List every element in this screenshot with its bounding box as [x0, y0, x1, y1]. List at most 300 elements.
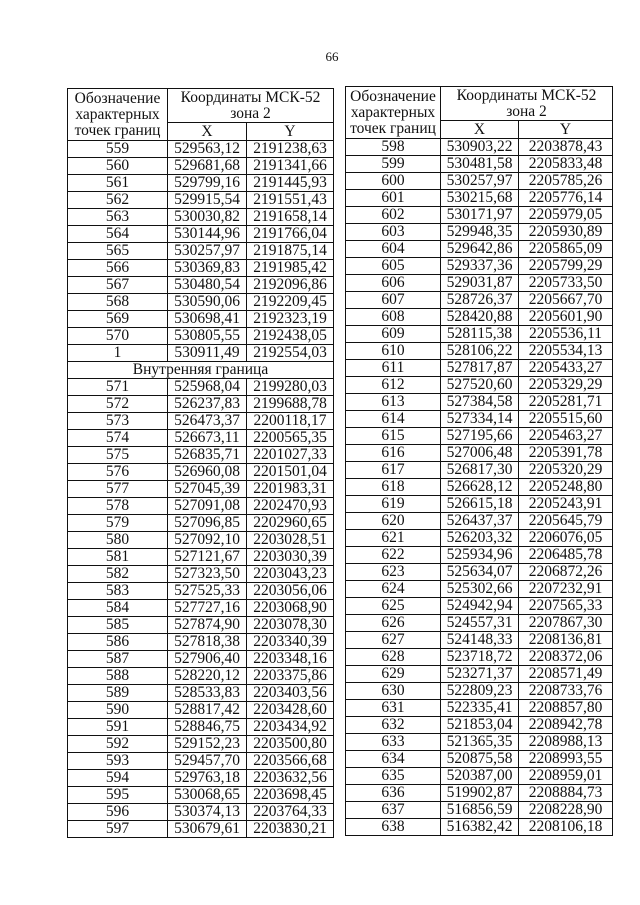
x-coordinate-cell: 529681,68: [168, 158, 247, 175]
table-row: [346, 411, 613, 428]
y-coordinate-cell: 2205865,09: [519, 241, 613, 258]
x-coordinate-cell: 526817,30: [441, 462, 519, 479]
table-row: [68, 821, 334, 838]
x-coordinate-cell: 526437,37: [441, 513, 519, 530]
x-coordinate-cell: 527323,50: [168, 566, 247, 583]
x-coordinate-cell: 525934,96: [441, 547, 519, 564]
point-cell: 559: [68, 141, 168, 158]
table-row: [346, 394, 613, 411]
table-row: [68, 243, 334, 260]
x-coordinate-cell: 529799,16: [168, 175, 247, 192]
y-coordinate-cell: 2205776,14: [519, 190, 613, 207]
x-coordinate-cell: 528106,22: [441, 343, 519, 360]
table-row: [68, 719, 334, 736]
point-cell: 570: [68, 328, 168, 345]
point-cell: 605: [346, 258, 441, 275]
point-cell: 613: [346, 394, 441, 411]
y-coordinate-cell: 2203500,80: [247, 736, 334, 753]
y-coordinate-cell: 2201983,31: [247, 481, 334, 498]
y-coordinate-cell: 2192209,45: [247, 294, 334, 311]
table-row: [346, 309, 613, 326]
y-coordinate-cell: 2202470,93: [247, 498, 334, 515]
header-line: зона 2: [506, 102, 547, 120]
table-row: [68, 226, 334, 243]
table-row: [346, 785, 613, 802]
point-cell: 574: [68, 430, 168, 447]
y-coordinate-cell: 2205515,60: [519, 411, 613, 428]
point-cell: 624: [346, 581, 441, 598]
table-row: [346, 156, 613, 173]
y-coordinate-cell: 2208988,13: [519, 734, 613, 751]
table-row: [346, 802, 613, 819]
point-cell: 584: [68, 600, 168, 617]
point-cell: 594: [68, 770, 168, 787]
table-row: [346, 360, 613, 377]
y-coordinate-cell: 2205979,05: [519, 207, 613, 224]
y-header: Y: [519, 121, 613, 139]
table-row: [68, 651, 334, 668]
table-row: [68, 804, 334, 821]
y-coordinate-cell: 2201027,33: [247, 447, 334, 464]
x-coordinate-cell: 530171,97: [441, 207, 519, 224]
point-cell: 572: [68, 396, 168, 413]
point-cell: 588: [68, 668, 168, 685]
y-coordinate-cell: 2206076,05: [519, 530, 613, 547]
y-coordinate-cell: 2192323,19: [247, 311, 334, 328]
y-coordinate-cell: 2208136,81: [519, 632, 613, 649]
point-cell: 560: [68, 158, 168, 175]
point-cell: 563: [68, 209, 168, 226]
table-row: [68, 617, 334, 634]
y-coordinate-cell: 2203428,60: [247, 702, 334, 719]
table-row: [346, 751, 613, 768]
point-cell: 582: [68, 566, 168, 583]
x-coordinate-cell: 522809,23: [441, 683, 519, 700]
point-cell: 571: [68, 379, 168, 396]
y-coordinate-cell: 2203375,86: [247, 668, 334, 685]
point-cell: 627: [346, 632, 441, 649]
point-cell: 568: [68, 294, 168, 311]
inner-boundary-label: Внутренняя граница: [68, 362, 334, 379]
point-cell: 599: [346, 156, 441, 173]
x-coordinate-cell: 524557,31: [441, 615, 519, 632]
table-row: [346, 581, 613, 598]
table-row: [68, 583, 334, 600]
x-coordinate-cell: 522335,41: [441, 700, 519, 717]
y-coordinate-cell: 2205536,11: [519, 326, 613, 343]
x-coordinate-cell: 521365,35: [441, 734, 519, 751]
table-row: [346, 479, 613, 496]
table-row: [346, 734, 613, 751]
point-cell: 630: [346, 683, 441, 700]
y-coordinate-cell: 2205391,78: [519, 445, 613, 462]
header-row: [68, 89, 334, 123]
x-coordinate-cell: 527520,60: [441, 377, 519, 394]
point-cell: 567: [68, 277, 168, 294]
coordinates-header: [168, 89, 334, 123]
x-coordinate-cell: 527045,39: [168, 481, 247, 498]
header-line: характерных: [350, 103, 436, 121]
y-coordinate-cell: 2205667,70: [519, 292, 613, 309]
x-coordinate-cell: 529457,70: [168, 753, 247, 770]
point-cell: 600: [346, 173, 441, 190]
point-cell: 579: [68, 515, 168, 532]
point-cell: 581: [68, 549, 168, 566]
point-cell: 597: [68, 821, 168, 838]
table-row: [346, 173, 613, 190]
x-coordinate-cell: 519902,87: [441, 785, 519, 802]
y-coordinate-cell: 2203043,23: [247, 566, 334, 583]
header-line: Обозначение: [350, 87, 436, 105]
table-row: [346, 207, 613, 224]
point-cell: 603: [346, 224, 441, 241]
y-coordinate-cell: 2191341,66: [247, 158, 334, 175]
y-coordinate-cell: 2203028,51: [247, 532, 334, 549]
table-row: [68, 447, 334, 464]
point-cell: 638: [346, 819, 441, 836]
table-row: [68, 345, 334, 362]
table-row: [68, 481, 334, 498]
table-row: [346, 717, 613, 734]
y-coordinate-cell: 2205243,91: [519, 496, 613, 513]
x-coordinate-cell: 527091,08: [168, 498, 247, 515]
point-cell: 629: [346, 666, 441, 683]
x-coordinate-cell: 520387,00: [441, 768, 519, 785]
table-row: [346, 564, 613, 581]
point-cell: 577: [68, 481, 168, 498]
table-row: [346, 513, 613, 530]
point-cell: 609: [346, 326, 441, 343]
point-cell: 617: [346, 462, 441, 479]
y-coordinate-cell: 2208857,80: [519, 700, 613, 717]
y-coordinate-cell: 2207867,30: [519, 615, 613, 632]
point-cell: 636: [346, 785, 441, 802]
table-row: [346, 326, 613, 343]
x-coordinate-cell: 526615,18: [441, 496, 519, 513]
x-coordinate-cell: 521853,04: [441, 717, 519, 734]
table-row: [346, 377, 613, 394]
point-cell: 620: [346, 513, 441, 530]
x-coordinate-cell: 530679,61: [168, 821, 247, 838]
y-coordinate-cell: 2205930,89: [519, 224, 613, 241]
table-row: [346, 496, 613, 513]
header-line: точек границ: [74, 121, 161, 139]
y-coordinate-cell: 2205785,26: [519, 173, 613, 190]
x-coordinate-cell: 528846,75: [168, 719, 247, 736]
right-rows: [346, 139, 613, 836]
table-row: [346, 241, 613, 258]
y-coordinate-cell: 2207232,91: [519, 581, 613, 598]
table-row: [68, 634, 334, 651]
y-coordinate-cell: 2191766,04: [247, 226, 334, 243]
point-cell: 618: [346, 479, 441, 496]
x-coordinate-cell: 530030,82: [168, 209, 247, 226]
y-coordinate-cell: 2199688,78: [247, 396, 334, 413]
table-row: [346, 190, 613, 207]
x-coordinate-cell: 530903,22: [441, 139, 519, 156]
x-coordinate-cell: 527384,58: [441, 394, 519, 411]
table-row: [68, 685, 334, 702]
inner-boundary-rows: [68, 379, 334, 838]
point-cell: 1: [68, 345, 168, 362]
table-row: [68, 158, 334, 175]
point-cell: 564: [68, 226, 168, 243]
x-coordinate-cell: 516856,59: [441, 802, 519, 819]
y-coordinate-cell: 2208228,90: [519, 802, 613, 819]
point-cell: 608: [346, 309, 441, 326]
y-coordinate-cell: 2205329,29: [519, 377, 613, 394]
x-coordinate-cell: 529152,23: [168, 736, 247, 753]
x-coordinate-cell: 530590,06: [168, 294, 247, 311]
point-cell: 610: [346, 343, 441, 360]
table-row: [346, 649, 613, 666]
y-coordinate-cell: 2203878,43: [519, 139, 613, 156]
x-coordinate-cell: 526237,83: [168, 396, 247, 413]
point-cell: 589: [68, 685, 168, 702]
table-row: [68, 736, 334, 753]
table-row: [346, 632, 613, 649]
x-coordinate-cell: 527195,66: [441, 428, 519, 445]
point-cell: 622: [346, 547, 441, 564]
point-cell: 635: [346, 768, 441, 785]
y-coordinate-cell: 2205601,90: [519, 309, 613, 326]
table-row: [346, 428, 613, 445]
point-cell: 593: [68, 753, 168, 770]
y-coordinate-cell: 2203348,16: [247, 651, 334, 668]
y-coordinate-cell: 2206485,78: [519, 547, 613, 564]
point-cell: 616: [346, 445, 441, 462]
point-cell: 586: [68, 634, 168, 651]
y-coordinate-cell: 2191985,42: [247, 260, 334, 277]
table-row: [68, 515, 334, 532]
x-coordinate-cell: 530144,96: [168, 226, 247, 243]
x-coordinate-cell: 529915,54: [168, 192, 247, 209]
y-coordinate-cell: 2203078,30: [247, 617, 334, 634]
x-header: X: [441, 121, 519, 139]
y-coordinate-cell: 2201501,04: [247, 464, 334, 481]
y-coordinate-cell: 2203830,21: [247, 821, 334, 838]
point-cell: 592: [68, 736, 168, 753]
y-coordinate-cell: 2203030,39: [247, 549, 334, 566]
y-coordinate-cell: 2203764,33: [247, 804, 334, 821]
coordinates-table-right: [345, 86, 613, 836]
point-cell: 598: [346, 139, 441, 156]
x-coordinate-cell: 527121,67: [168, 549, 247, 566]
point-cell: 632: [346, 717, 441, 734]
point-cell: 580: [68, 532, 168, 549]
y-coordinate-cell: 2199280,03: [247, 379, 334, 396]
point-cell: 575: [68, 447, 168, 464]
point-cell: 596: [68, 804, 168, 821]
page-number: 66: [325, 49, 339, 64]
point-cell: 611: [346, 360, 441, 377]
y-coordinate-cell: 2200118,17: [247, 413, 334, 430]
table-row: [346, 700, 613, 717]
x-coordinate-cell: 520875,58: [441, 751, 519, 768]
point-cell: 623: [346, 564, 441, 581]
left-rows: [68, 141, 334, 362]
point-designation-header: [346, 87, 441, 139]
table-row: [68, 566, 334, 583]
point-cell: 591: [68, 719, 168, 736]
table-row: [346, 530, 613, 547]
table-row: [68, 600, 334, 617]
point-cell: 625: [346, 598, 441, 615]
table-row: [68, 498, 334, 515]
table-row: [68, 549, 334, 566]
x-coordinate-cell: 528220,12: [168, 668, 247, 685]
point-cell: 612: [346, 377, 441, 394]
y-coordinate-cell: 2205833,48: [519, 156, 613, 173]
table-row: [346, 292, 613, 309]
y-coordinate-cell: 2203434,92: [247, 719, 334, 736]
x-coordinate-cell: 516382,42: [441, 819, 519, 836]
y-coordinate-cell: 2208571,49: [519, 666, 613, 683]
y-coordinate-cell: 2205799,29: [519, 258, 613, 275]
x-coordinate-cell: 530257,97: [168, 243, 247, 260]
x-coordinate-cell: 530480,54: [168, 277, 247, 294]
header-line: Координаты МСК-52: [180, 88, 321, 106]
x-coordinate-cell: 530374,13: [168, 804, 247, 821]
y-coordinate-cell: 2208942,78: [519, 717, 613, 734]
x-coordinate-cell: 524942,94: [441, 598, 519, 615]
x-coordinate-cell: 526835,71: [168, 447, 247, 464]
point-cell: 587: [68, 651, 168, 668]
point-cell: 583: [68, 583, 168, 600]
y-coordinate-cell: 2203566,68: [247, 753, 334, 770]
point-cell: 601: [346, 190, 441, 207]
x-coordinate-cell: 527906,40: [168, 651, 247, 668]
x-coordinate-cell: 525634,07: [441, 564, 519, 581]
table-row: [68, 396, 334, 413]
point-cell: 628: [346, 649, 441, 666]
y-coordinate-cell: 2191238,63: [247, 141, 334, 158]
table-row: [346, 615, 613, 632]
y-header: Y: [247, 123, 334, 141]
y-coordinate-cell: 2205733,50: [519, 275, 613, 292]
x-coordinate-cell: 526473,37: [168, 413, 247, 430]
table-row: [68, 413, 334, 430]
y-coordinate-cell: 2205320,29: [519, 462, 613, 479]
table-row: [346, 547, 613, 564]
y-coordinate-cell: 2191551,43: [247, 192, 334, 209]
x-coordinate-cell: 527727,16: [168, 600, 247, 617]
y-coordinate-cell: 2205281,71: [519, 394, 613, 411]
table-row: [68, 141, 334, 158]
x-coordinate-cell: 527096,85: [168, 515, 247, 532]
table-row: [346, 139, 613, 156]
table-row: [68, 770, 334, 787]
point-cell: 619: [346, 496, 441, 513]
table-row: [346, 768, 613, 785]
x-coordinate-cell: 527006,48: [441, 445, 519, 462]
y-coordinate-cell: 2200565,35: [247, 430, 334, 447]
point-designation-header: [68, 89, 168, 141]
x-coordinate-cell: 526673,11: [168, 430, 247, 447]
x-coordinate-cell: 530911,49: [168, 345, 247, 362]
y-coordinate-cell: 2203068,90: [247, 600, 334, 617]
y-coordinate-cell: 2208884,73: [519, 785, 613, 802]
x-coordinate-cell: 527874,90: [168, 617, 247, 634]
table-row: [68, 753, 334, 770]
x-coordinate-cell: 527818,38: [168, 634, 247, 651]
table-row: [68, 668, 334, 685]
y-coordinate-cell: 2203340,39: [247, 634, 334, 651]
point-cell: 585: [68, 617, 168, 634]
point-cell: 633: [346, 734, 441, 751]
point-cell: 566: [68, 260, 168, 277]
x-coordinate-cell: 530215,68: [441, 190, 519, 207]
point-cell: 565: [68, 243, 168, 260]
y-coordinate-cell: 2191445,93: [247, 175, 334, 192]
point-cell: 590: [68, 702, 168, 719]
x-coordinate-cell: 530698,41: [168, 311, 247, 328]
point-cell: 561: [68, 175, 168, 192]
table-row: [68, 209, 334, 226]
table-row: [346, 224, 613, 241]
point-cell: 607: [346, 292, 441, 309]
x-coordinate-cell: 529642,86: [441, 241, 519, 258]
table-row: [68, 328, 334, 345]
x-coordinate-cell: 528115,38: [441, 326, 519, 343]
table-row: [68, 532, 334, 549]
y-coordinate-cell: 2205463,27: [519, 428, 613, 445]
x-coordinate-cell: 530068,65: [168, 787, 247, 804]
x-coordinate-cell: 527817,87: [441, 360, 519, 377]
table-row: [346, 598, 613, 615]
point-cell: 578: [68, 498, 168, 515]
y-coordinate-cell: 2208372,06: [519, 649, 613, 666]
section-row-group: [68, 362, 334, 379]
table-row: [68, 787, 334, 804]
x-coordinate-cell: 528726,37: [441, 292, 519, 309]
y-coordinate-cell: 2205645,79: [519, 513, 613, 530]
x-coordinate-cell: 524148,33: [441, 632, 519, 649]
point-cell: 604: [346, 241, 441, 258]
x-coordinate-cell: 529337,36: [441, 258, 519, 275]
point-cell: 614: [346, 411, 441, 428]
y-coordinate-cell: 2208993,55: [519, 751, 613, 768]
x-coordinate-cell: 528420,88: [441, 309, 519, 326]
x-coordinate-cell: 529763,18: [168, 770, 247, 787]
table-row: [68, 702, 334, 719]
x-coordinate-cell: 528533,83: [168, 685, 247, 702]
x-coordinate-cell: 530369,83: [168, 260, 247, 277]
table-row: [346, 258, 613, 275]
x-coordinate-cell: 525968,04: [168, 379, 247, 396]
point-cell: 576: [68, 464, 168, 481]
y-coordinate-cell: 2191875,14: [247, 243, 334, 260]
y-coordinate-cell: 2205534,13: [519, 343, 613, 360]
coordinates-table-left: [67, 88, 334, 838]
point-cell: 562: [68, 192, 168, 209]
y-coordinate-cell: 2205248,80: [519, 479, 613, 496]
table-row: [68, 175, 334, 192]
table-row: [346, 666, 613, 683]
y-coordinate-cell: 2206872,26: [519, 564, 613, 581]
x-coordinate-cell: 529948,35: [441, 224, 519, 241]
table-row: [346, 343, 613, 360]
table-row: [68, 294, 334, 311]
y-coordinate-cell: 2203056,06: [247, 583, 334, 600]
x-coordinate-cell: 527334,14: [441, 411, 519, 428]
y-coordinate-cell: 2203698,45: [247, 787, 334, 804]
x-coordinate-cell: 527092,10: [168, 532, 247, 549]
y-coordinate-cell: 2208959,01: [519, 768, 613, 785]
x-coordinate-cell: 530805,55: [168, 328, 247, 345]
x-coordinate-cell: 530481,58: [441, 156, 519, 173]
x-coordinate-cell: 529031,87: [441, 275, 519, 292]
